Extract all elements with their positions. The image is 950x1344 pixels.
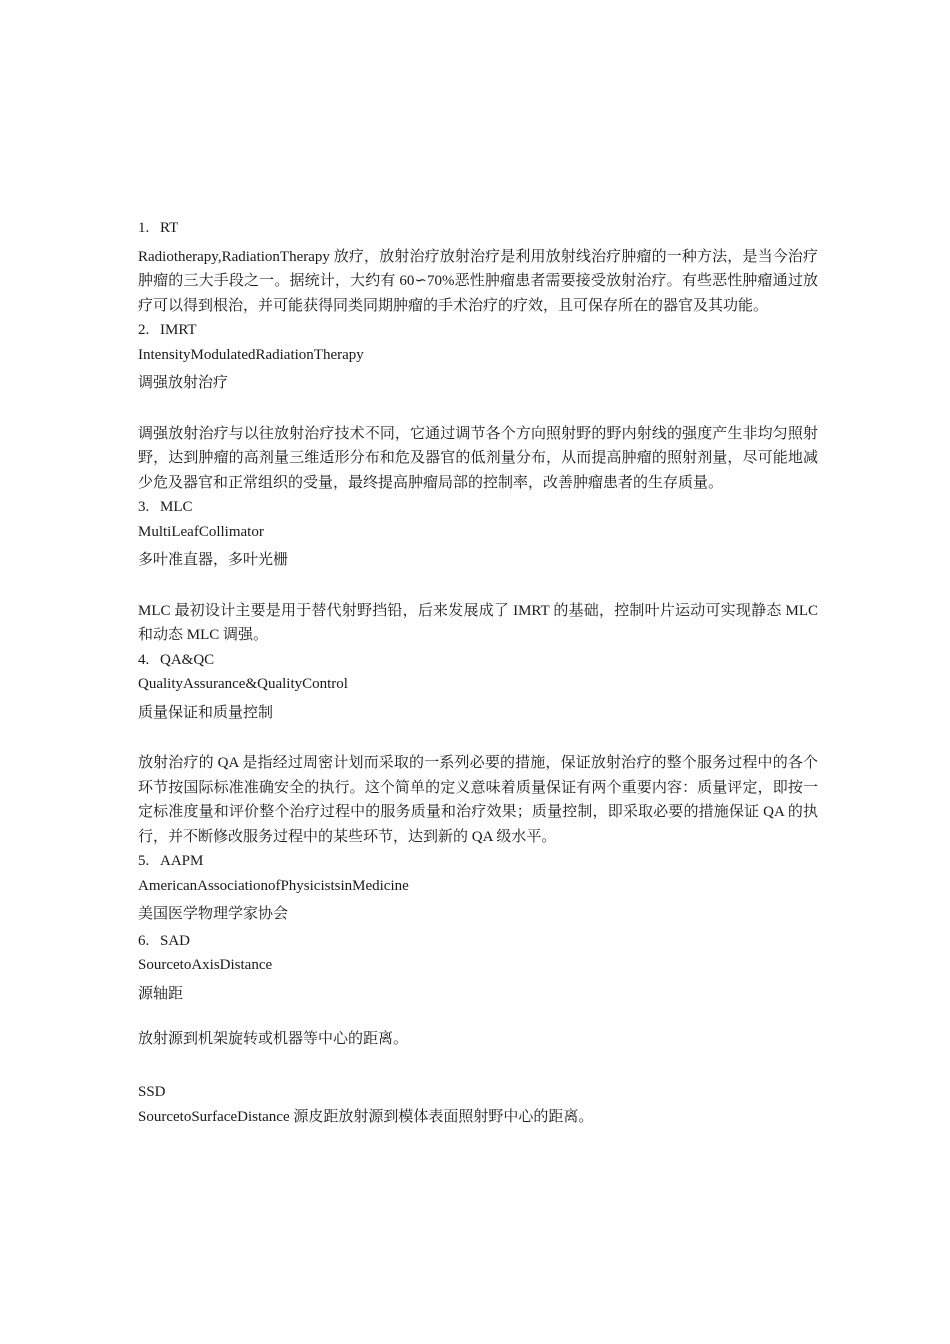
entry-abbr: AAPM	[160, 853, 204, 869]
entry-body: SourcetoSurfaceDistance 源皮距放射源到模体表面照射野中心的距离。	[138, 1109, 594, 1125]
spacer	[138, 573, 818, 599]
entry-abbr: IMRT	[160, 322, 197, 338]
entry-full-name: QualityAssurance&QualityControl	[138, 676, 348, 692]
entry-abbr: SSD	[138, 1083, 166, 1100]
entry-full-name: SourcetoAxisDistance	[138, 957, 273, 973]
spacer	[138, 1052, 818, 1080]
spacer	[138, 396, 818, 422]
entry-abbr: QA&QC	[160, 651, 215, 668]
entry-heading	[138, 929, 818, 954]
entry-heading	[138, 216, 818, 241]
spacer	[138, 1006, 818, 1027]
entry-full-name: IntensityModulatedRadiationTherapy	[138, 346, 364, 363]
entry-body: Radiotherapy,RadiationTherapy 放疗，放射治疗放射治疗是利用放射线治疗肿瘤的一种方法，是当今治疗肿瘤的三大手段之一。据统计，大约有 60∽70%恶性肿瘤患者需要接受放射治疗。有些恶性肿瘤通过放疗可以得到根治，并可能获得同类同期肿瘤的手术治疗的疗效，且可保存所在的器官及其功能。	[138, 248, 818, 314]
entry-chinese-name: 美国医学物理学家协会	[138, 906, 289, 922]
entry-body: 放射治疗的 QA 是指经过周密计划而采取的一系列必要的措施，保证放射治疗的整个服务过程中的各个环节按国际标准准确安全的执行。这个简单的定义意味着质量保证有两个重要内容：质量评定，即按一定标准度量和评价整个治疗过程中的服务质量和治疗效果；质量控制，即采取必要的措施保证 QA 的执行，并不断修改服务过程中的某些环节，达到新的 QA 级水平。	[138, 755, 818, 845]
entry-heading	[138, 318, 818, 343]
entry-abbr: MLC	[160, 499, 193, 515]
entry-body: MLC 最初设计主要是用于替代射野挡铅，后来发展成了 IMRT 的基础，控制叶片运动可实现静态 MLC 和动态 MLC 调强。	[138, 602, 818, 643]
entry-chinese-name: 多叶准直器，多叶光栅	[138, 552, 289, 568]
entry-full-name: MultiLeafCollimator	[138, 523, 264, 540]
document-page	[138, 216, 818, 1130]
spacer	[138, 725, 818, 751]
entry-chinese-name: 源轴距	[138, 985, 184, 1002]
entry-body: 调强放射治疗与以往放射治疗技术不同，它通过调节各个方向照射野的野内射线的强度产生非均匀照射野，达到肿瘤的高剂量三维适形分布和危及器官的低剂量分布，从而提高肿瘤的照射剂量，尽可能地减少危及器官和正常组织的受量，最终提高肿瘤局部的控制率，改善肿瘤患者的生存质量。	[138, 425, 818, 491]
entry-abbr: RT	[160, 220, 179, 236]
entry-chinese-name: 质量保证和质量控制	[138, 704, 274, 721]
entry-full-name: AmericanAssociationofPhysicistsinMedicine	[138, 877, 409, 894]
entry-number: 3.	[138, 499, 150, 515]
entry-heading	[138, 849, 818, 874]
entry-number: 1.	[138, 220, 150, 236]
entry-number: 4.	[138, 651, 150, 668]
entry-abbr: SAD	[160, 932, 191, 949]
entry-body: 放射源到机架旋转或机器等中心的距离。	[138, 1031, 409, 1047]
entry-heading	[138, 495, 818, 520]
entry-heading	[138, 648, 818, 673]
entry-chinese-name: 调强放射治疗	[138, 375, 229, 391]
entry-number: 2.	[138, 322, 150, 338]
entry-number: 5.	[138, 853, 150, 869]
entry-number: 6.	[138, 932, 150, 949]
